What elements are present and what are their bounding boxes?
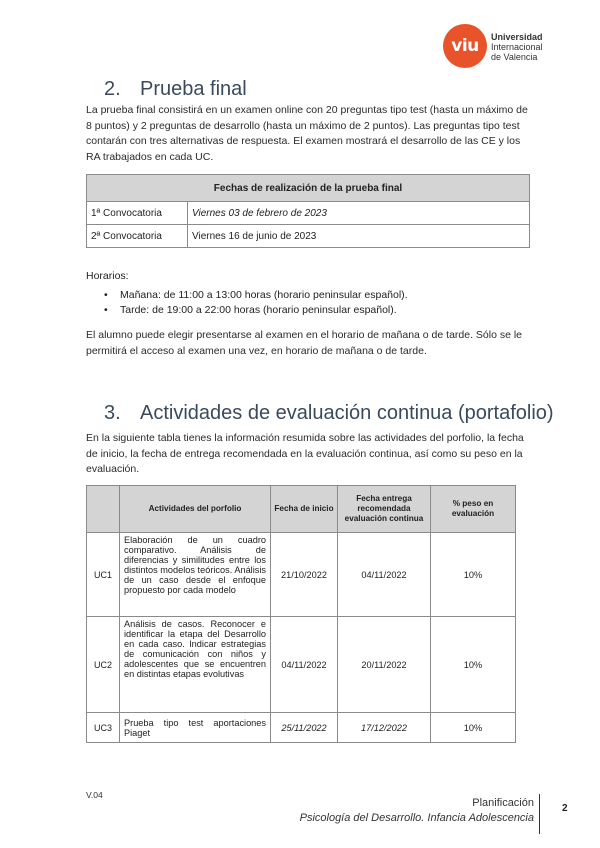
due-date-cell: 20/11/2022: [338, 617, 431, 713]
weight-cell: 10%: [431, 617, 516, 713]
final-exam-dates-table: [86, 174, 530, 248]
column-header-activity: Actividades del porfolio: [120, 486, 271, 533]
viu-logo-mark: viu: [443, 24, 487, 68]
uc-cell: UC3: [87, 713, 120, 743]
list-item: [86, 303, 408, 318]
logo-line-3: de Valencia: [491, 52, 538, 62]
weight-cell: 10%: [431, 713, 516, 743]
column-header-due: Fecha entrega recomendada evaluación continua: [338, 486, 431, 533]
dates-table-header: Fechas de realización de la prueba final: [87, 175, 530, 202]
convocatoria-label: 1ª Convocatoria: [87, 202, 188, 225]
start-date-cell: 21/10/2022: [271, 533, 338, 617]
bullet-icon: •: [104, 304, 108, 316]
footer-titles: [300, 796, 534, 826]
section-2-heading: [104, 78, 247, 101]
horarios-label: Horarios:: [86, 270, 129, 282]
section-2-note: El alumno puede elegir presentarse al examen en el horario de mañana o de tarde. Sólo se le permitirá el acceso al examen una vez, en horario de mañana o de tarde.: [86, 329, 523, 357]
section-2-title: Prueba final: [140, 78, 247, 100]
table-row: [87, 533, 516, 617]
portfolio-activities-table: [86, 485, 516, 743]
column-header-weight: % peso en evaluación: [431, 486, 516, 533]
due-date-cell: 04/11/2022: [338, 533, 431, 617]
horario-text: Tarde: de 19:00 a 22:00 horas (horario peninsular español).: [120, 304, 397, 316]
section-2-paragraph: La prueba final consistirá en un examen online con 20 preguntas tipo test (hasta un máximo de 8 puntos) y 2 preguntas de desarrollo (hasta un máximo de 2 puntos). Las preguntas tipo test contarán con tres alternativas de respuesta. El examen mostrará el desarrollo de las CE y los RA trabajados en cada UC.: [86, 104, 528, 163]
logo-text: [491, 32, 543, 62]
university-logo: [443, 24, 563, 70]
activity-cell: Prueba tipo test aportaciones Piaget: [120, 713, 271, 743]
section-2-number: 2.: [104, 78, 121, 100]
logo-line-2: Internacional: [491, 42, 543, 52]
section-3-title: Actividades de evaluación continua (portafolio): [140, 402, 554, 424]
page-number: 2: [562, 803, 568, 814]
section-3-number: 3.: [104, 402, 121, 424]
horario-text: Mañana: de 11:00 a 13:00 horas (horario peninsular español).: [120, 289, 408, 301]
start-date-cell: 25/11/2022: [271, 713, 338, 743]
due-date-cell: 17/12/2022: [338, 713, 431, 743]
activity-cell: Elaboración de un cuadro comparativo. Análisis de diferencias y similitudes entre los distintos modelos teóricos. Análisis de un caso desde el enfoque propuesto por cada modelo: [120, 533, 271, 617]
activity-cell: Análisis de casos. Reconocer e identificar la etapa del Desarrollo en cada caso. Indicar estrategias de comunicación con niños y adolescentes que se encuentren en distintas etapas evolutivas: [120, 617, 271, 713]
column-header-start: Fecha de inicio: [271, 486, 338, 533]
section-3-heading: [104, 402, 554, 425]
convocatoria-date: Viernes 16 de junio de 2023: [188, 225, 530, 248]
bullet-icon: •: [104, 289, 108, 301]
convocatoria-label: 2ª Convocatoria: [87, 225, 188, 248]
table-row: [87, 617, 516, 713]
uc-cell: UC1: [87, 533, 120, 617]
list-item: [86, 288, 408, 303]
table-header-row: [87, 486, 516, 533]
horarios-list: [86, 288, 408, 318]
uc-cell: UC2: [87, 617, 120, 713]
convocatoria-date: Viernes 03 de febrero de 2023: [188, 202, 530, 225]
footer-title: Planificación: [472, 797, 534, 809]
table-row: [87, 225, 530, 248]
logo-line-1: Universidad: [491, 32, 543, 42]
table-row: [87, 713, 516, 743]
table-row: [87, 202, 530, 225]
footer-subtitle: Psicología del Desarrollo. Infancia Adolescencia: [299, 812, 534, 824]
start-date-cell: 04/11/2022: [271, 617, 338, 713]
column-header-uc: [87, 486, 120, 533]
document-version: V.04: [86, 790, 103, 800]
footer-divider: [539, 794, 540, 834]
section-3-paragraph: En la siguiente tabla tienes la información resumida sobre las actividades del porfolio, la fecha de inicio, la fecha de entrega recomendada en la evaluación continua, así como su peso en la evaluación.: [86, 432, 524, 475]
weight-cell: 10%: [431, 533, 516, 617]
